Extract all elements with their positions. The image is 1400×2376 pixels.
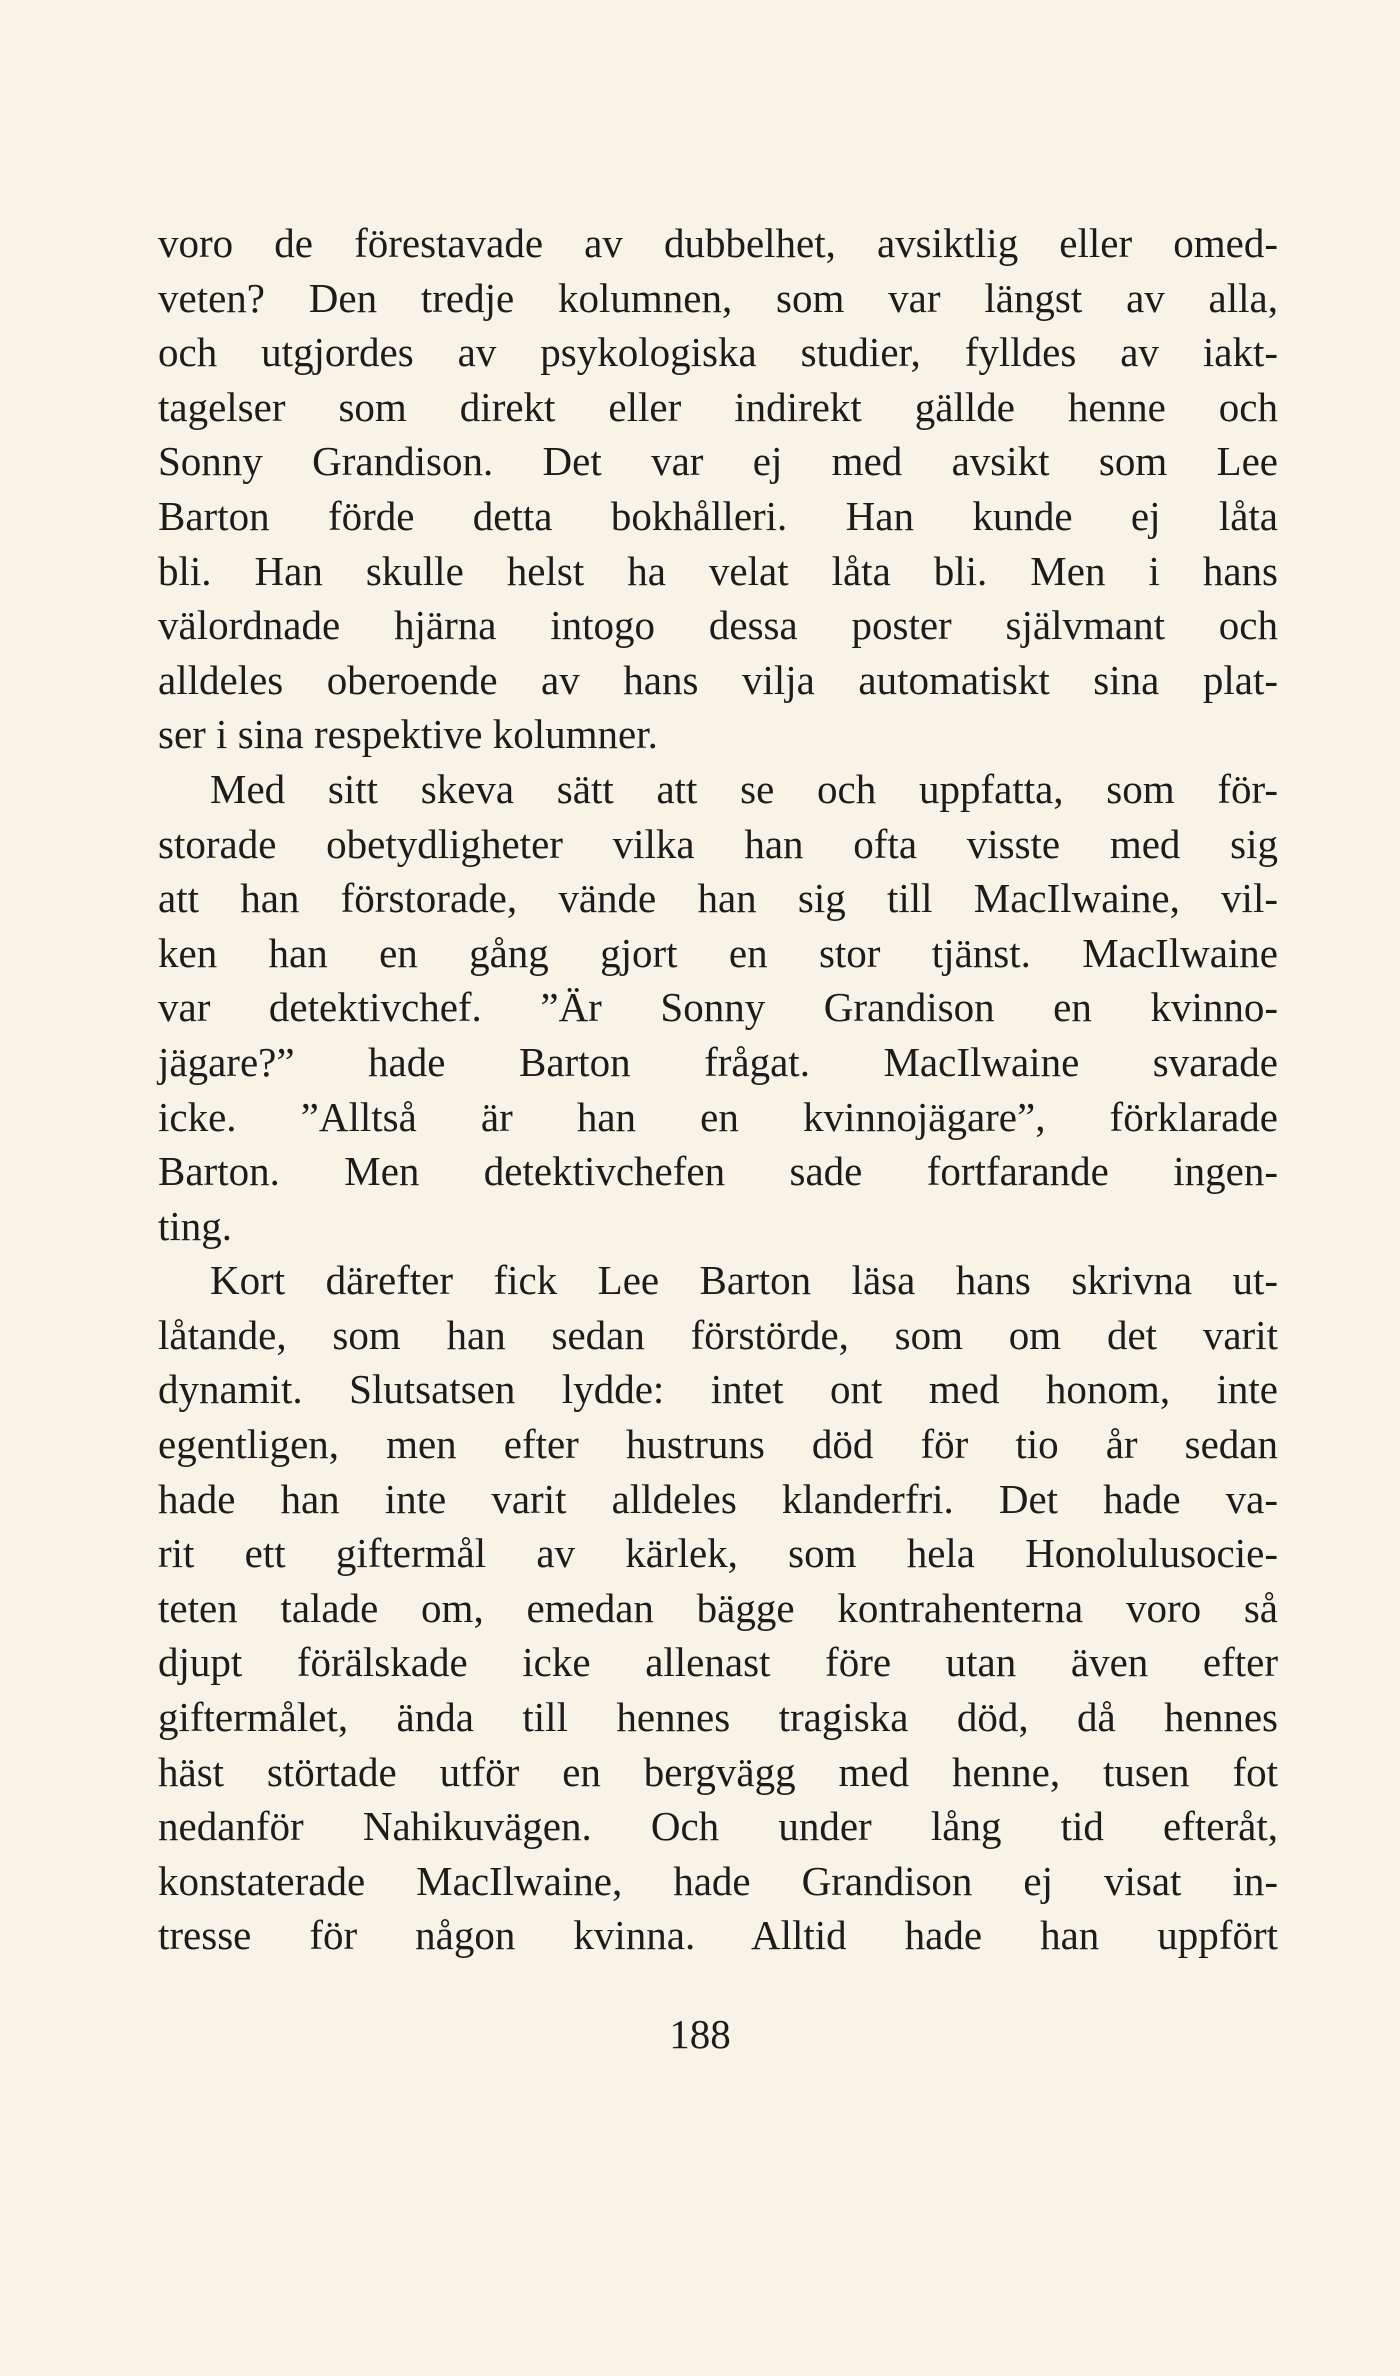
text-line: Barton förde detta bokhålleri. Han kunde ej låta xyxy=(158,492,1278,539)
text-line: Barton. Men detektivchefen sade fortfarande ingen- xyxy=(158,1148,1278,1195)
text-line: ken han en gång gjort en stor tjänst. MacIlwaine xyxy=(158,929,1278,976)
page-number: 188 xyxy=(669,2011,731,2057)
text-line: välordnade hjärna intogo dessa poster självmant och xyxy=(158,602,1278,649)
text-line: voro de förestavade av dubbelhet, avsiktlig eller omed- xyxy=(158,220,1278,266)
text-line: dynamit. Slutsatsen lydde: intet ont med honom, inte xyxy=(158,1366,1278,1413)
text-line: egentligen, men efter hustruns död för tio år sedan xyxy=(158,1421,1278,1468)
text-line: hade han inte varit alldeles klanderfri. Det hade va- xyxy=(158,1475,1278,1522)
text-line: giftermålet, ända till hennes tragiska död, då hennes xyxy=(158,1694,1278,1741)
text-line: jägare?” hade Barton frågat. MacIlwaine svarade xyxy=(158,1038,1278,1085)
text-line: att han förstorade, vände han sig till MacIlwaine, vil- xyxy=(158,875,1278,922)
text-line: rit ett giftermål av kärlek, som hela Honolulusocie- xyxy=(158,1530,1278,1577)
text-line: och utgjordes av psykologiska studier, fylldes av iakt- xyxy=(158,329,1278,376)
text-line: Kort därefter fick Lee Barton läsa hans skrivna ut- xyxy=(210,1257,1278,1304)
text-line: icke. ”Alltså är han en kvinnojägare”, förklarade xyxy=(158,1093,1278,1140)
text-line: bli. Han skulle helst ha velat låta bli. Men i hans xyxy=(158,547,1278,594)
text-line: tagelser som direkt eller indirekt gällde henne och xyxy=(158,383,1278,430)
text-line: konstaterade MacIlwaine, hade Grandison ej visat in- xyxy=(158,1857,1278,1904)
text-line: Sonny Grandison. Det var ej med avsikt som Lee xyxy=(158,438,1278,485)
text-line: låtande, som han sedan förstörde, som om det varit xyxy=(158,1311,1278,1358)
text-line: ting. xyxy=(158,1202,233,1249)
text-line: var detektivchef. ”Är Sonny Grandison en kvinno- xyxy=(158,984,1278,1031)
text-line: veten? Den tredje kolumnen, som var längst av alla, xyxy=(158,274,1278,321)
text-line: tresse för någon kvinna. Alltid hade han uppfört xyxy=(158,1912,1278,1959)
text-line: ser i sina respektive kolumner. xyxy=(158,711,658,758)
text-line: teten talade om, emedan bägge kontrahenterna voro så xyxy=(158,1584,1278,1631)
text-line: storade obetydligheter vilka han ofta visste med sig xyxy=(158,820,1278,867)
text-line: häst störtade utför en bergvägg med henne, tusen fot xyxy=(158,1748,1278,1795)
text-line: Med sitt skeva sätt att se och uppfatta, som för- xyxy=(210,765,1278,812)
text-line: alldeles oberoende av hans vilja automatiskt sina plat- xyxy=(158,656,1278,703)
text-line: nedanför Nahikuvägen. Och under lång tid efteråt, xyxy=(158,1803,1278,1850)
body-text xyxy=(158,216,1278,1963)
text-line: djupt förälskade icke allenast före utan även efter xyxy=(158,1639,1278,1686)
